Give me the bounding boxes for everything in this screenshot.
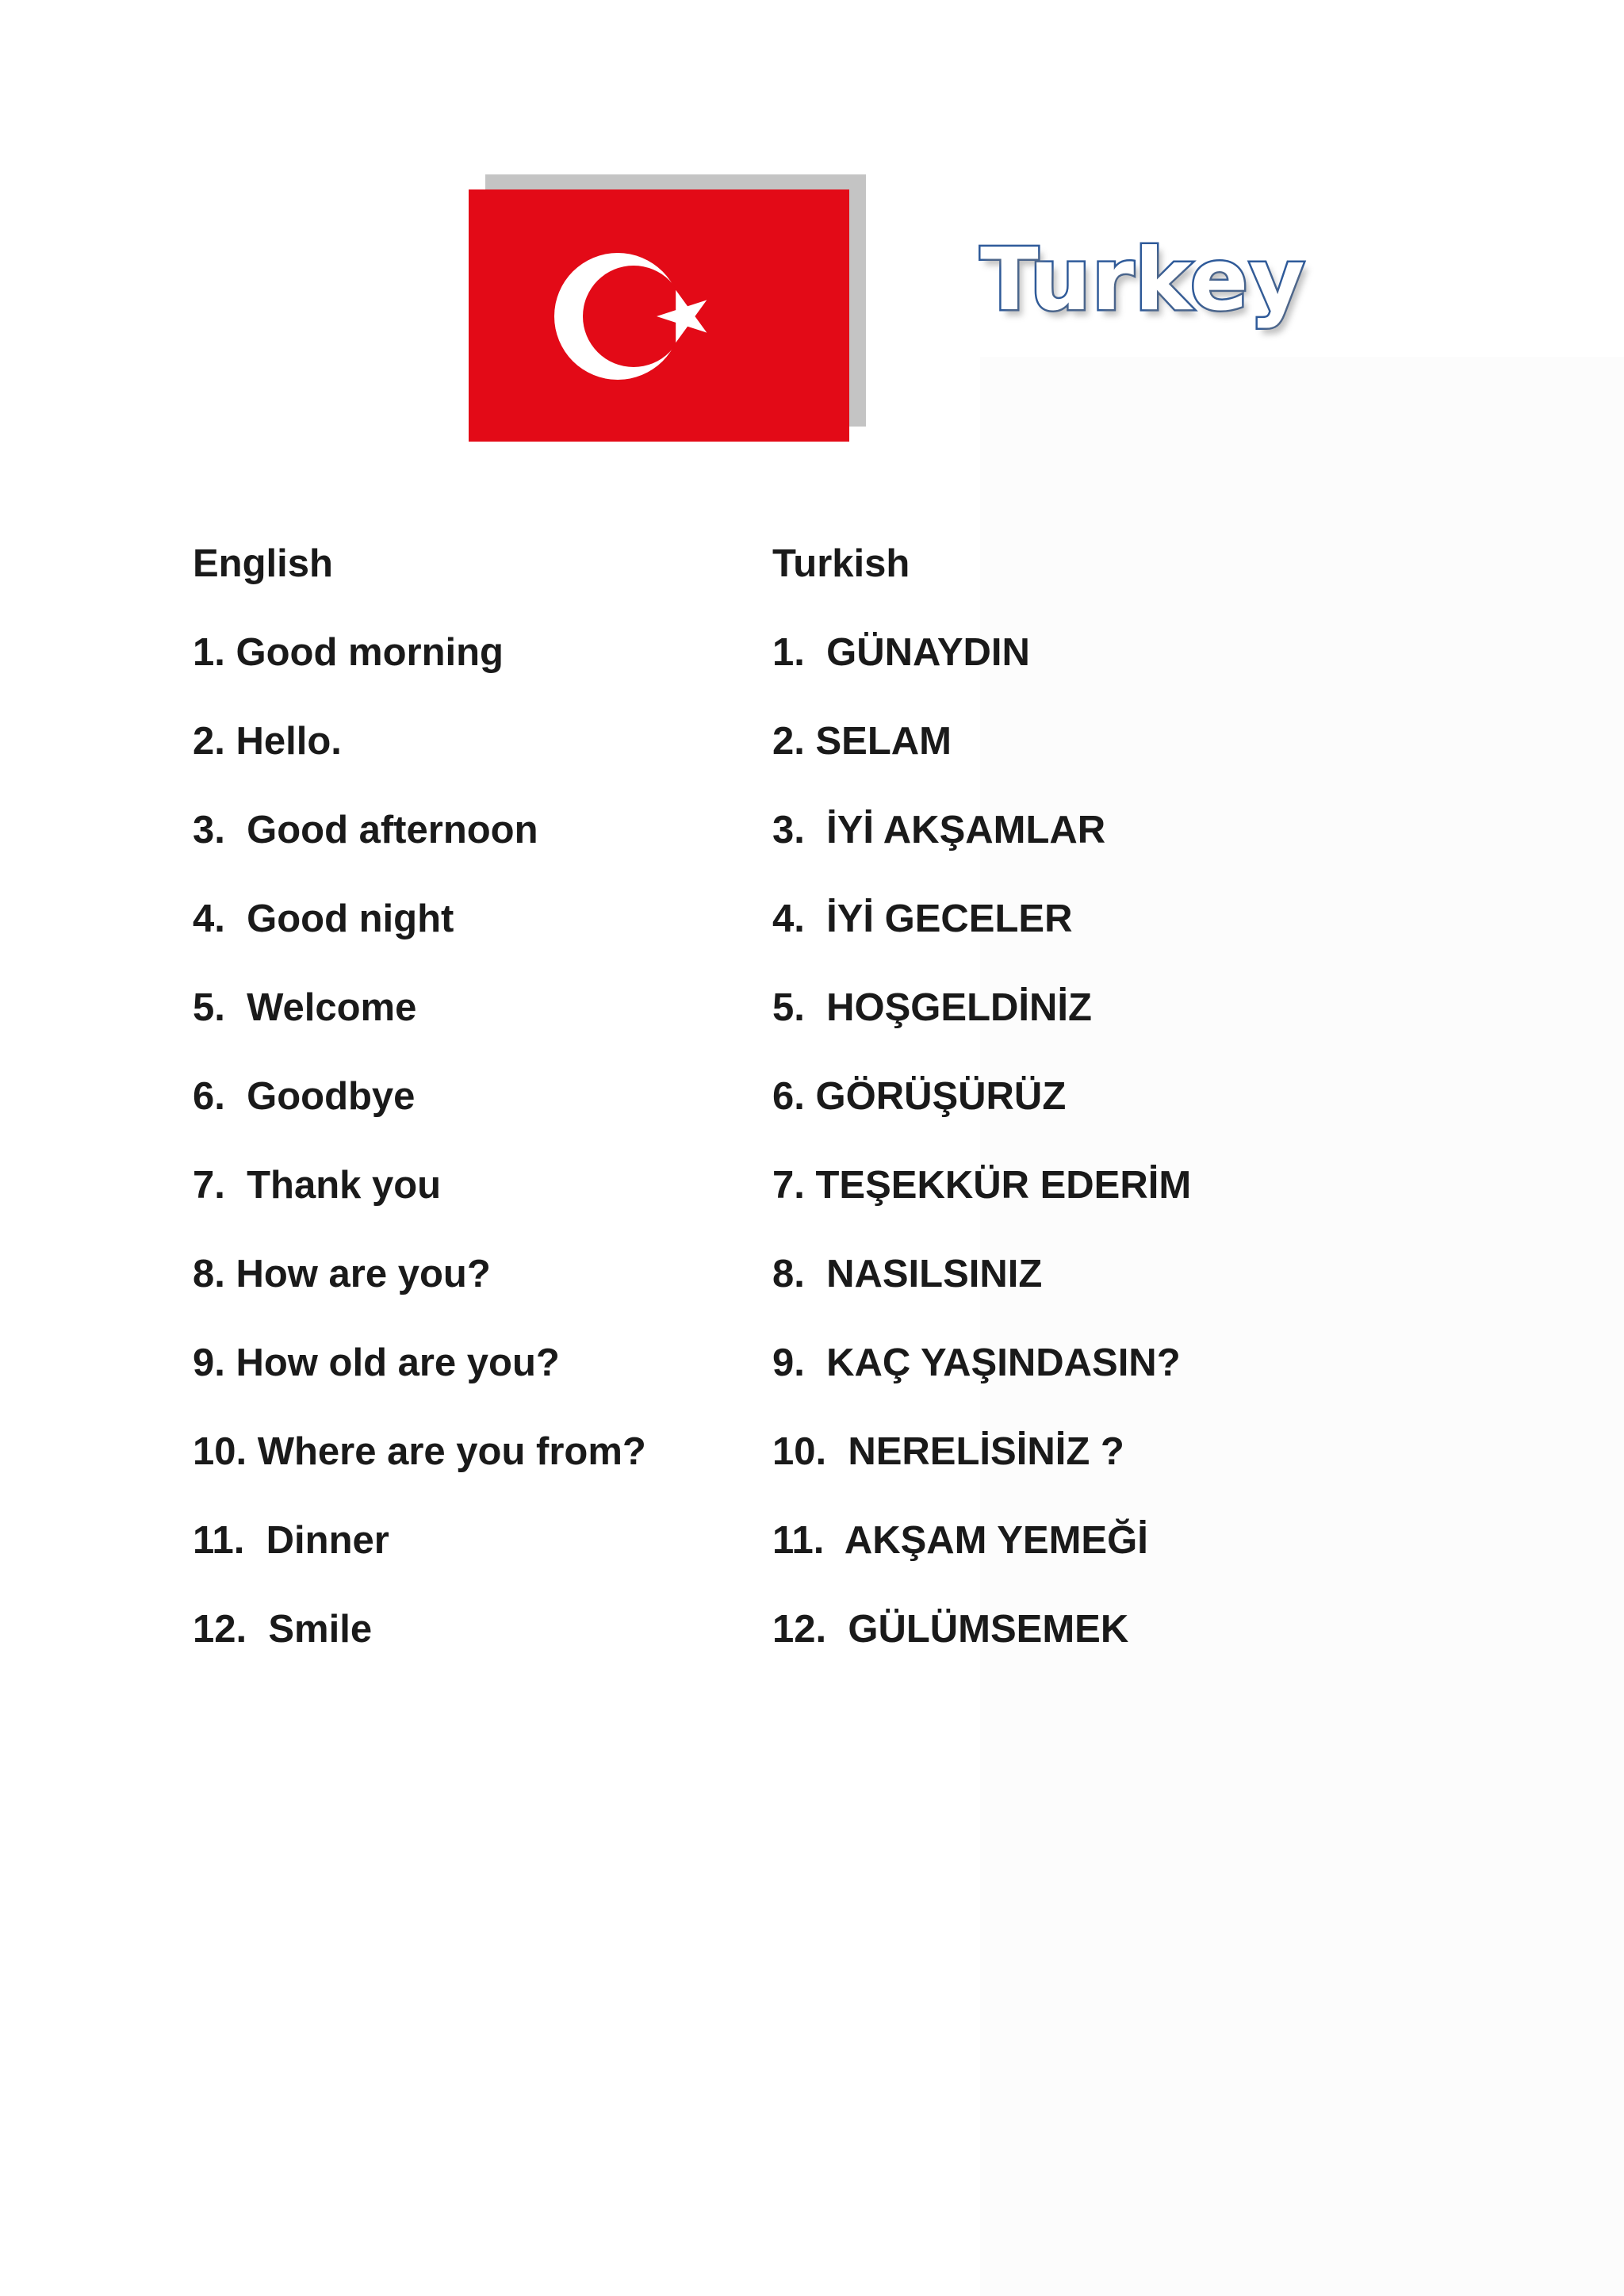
- english-phrase: 12. Smile: [193, 1608, 373, 1651]
- turkish-phrase: 6. GÖRÜŞÜRÜZ: [772, 1075, 1067, 1118]
- table-row: [193, 711, 1303, 800]
- english-phrase: 8. How are you?: [193, 1253, 491, 1295]
- english-phrase: 4. Good night: [193, 897, 454, 940]
- turkish-phrase: 8. NASILSINIZ: [772, 1253, 1043, 1295]
- english-phrase: 1. Good morning: [193, 631, 504, 674]
- turkish-phrase: 5. HOŞGELDİNİZ: [772, 986, 1092, 1029]
- turkish-phrase: 11. AKŞAM YEMEĞİ: [772, 1519, 1148, 1562]
- turkish-phrase: 12. GÜLÜMSEMEK: [772, 1608, 1129, 1651]
- english-phrase: 10. Where are you from?: [193, 1430, 646, 1473]
- table-row: [193, 1155, 1303, 1244]
- table-row: [193, 1422, 1303, 1510]
- table-row: [193, 1333, 1303, 1422]
- turkish-phrase: 2. SELAM: [772, 720, 952, 763]
- vocabulary-table: [193, 534, 1303, 1688]
- turkish-phrase: 1. GÜNAYDIN: [772, 631, 1030, 674]
- crescent-star-icon: [469, 189, 849, 442]
- english-phrase: 11. Dinner: [193, 1519, 389, 1562]
- english-phrase: 9. How old are you?: [193, 1341, 560, 1384]
- turkish-phrase: 3. İYİ AKŞAMLAR: [772, 809, 1106, 851]
- column-header-english: English: [193, 542, 333, 585]
- english-phrase: 5. Welcome: [193, 986, 417, 1029]
- table-row: [193, 800, 1303, 889]
- turkish-phrase: 7. TEŞEKKÜR EDERİM: [772, 1164, 1192, 1207]
- table-row: [193, 1599, 1303, 1688]
- table-row: [193, 889, 1303, 978]
- table-row: [193, 1244, 1303, 1333]
- turkish-phrase: 4. İYİ GECELER: [772, 897, 1073, 940]
- english-phrase: 6. Goodbye: [193, 1075, 416, 1118]
- table-row: [193, 1066, 1303, 1155]
- page-title: Turkey: [980, 231, 1306, 330]
- english-phrase: 7. Thank you: [193, 1164, 442, 1207]
- table-row: [193, 622, 1303, 711]
- turkish-phrase: 9. KAÇ YAŞINDASIN?: [772, 1341, 1181, 1384]
- english-phrase: 3. Good afternoon: [193, 809, 538, 851]
- table-row: [193, 1510, 1303, 1599]
- turkish-phrase: 10. NERELİSİNİZ ?: [772, 1430, 1124, 1473]
- column-header-turkish: Turkish: [772, 542, 910, 585]
- english-phrase: 2. Hello.: [193, 720, 342, 763]
- table-header-row: [193, 534, 1303, 622]
- table-row: [193, 978, 1303, 1066]
- turkey-flag-image: [469, 189, 849, 442]
